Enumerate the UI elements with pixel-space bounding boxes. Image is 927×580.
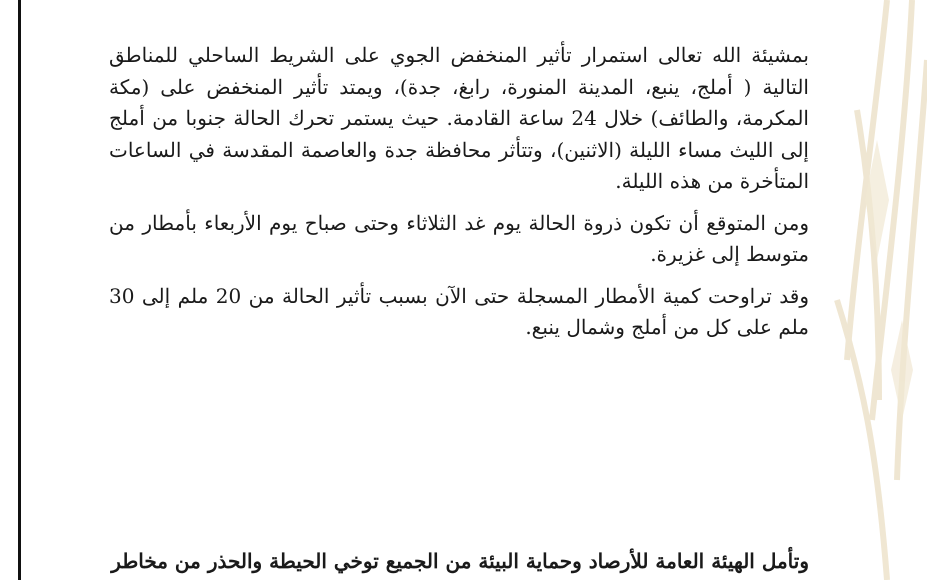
closing-line: وتأمل الهيئة العامة للأرصاد وحماية البيئة من الجميع توخي الحيطة والحذر من مخاطر: [111, 549, 809, 573]
paragraph-forecast: بمشيئة الله تعالى استمرار تأثير المنخفض الجوي على الشريط الساحلي للمناطق التالية ( أملج، ينبع، المدينة المنورة، رابغ، جدة)، ويمتد تأثير المنخفض على (مكة المكرمة، والطائف) خلال 24 ساعة القادمة. حيث يستمر تحرك الحالة جنوبا من أملج إلى الليث مساء الليلة (الاثنين)، وتتأثر محافظة جدة والعاصمة المقدسة في الساعات المتأخرة من هذه الليلة.: [109, 43, 809, 193]
logo-watermark: [817, 0, 927, 580]
paragraph-peak: ومن المتوقع أن تكون ذروة الحالة يوم غد الثلاثاء وحتى صباح يوم الأربعاء بأمطار من متوسط إلى غزيرة.: [109, 210, 809, 266]
paragraph-rainfall: وقد تراوحت كمية الأمطار المسجلة حتى الآن بسبب تأثير الحالة من 20 ملم إلى 30 ملم على كل من أملج وشمال ينبع.: [109, 283, 809, 339]
page-border: [18, 0, 21, 580]
body-text: [109, 40, 809, 344]
